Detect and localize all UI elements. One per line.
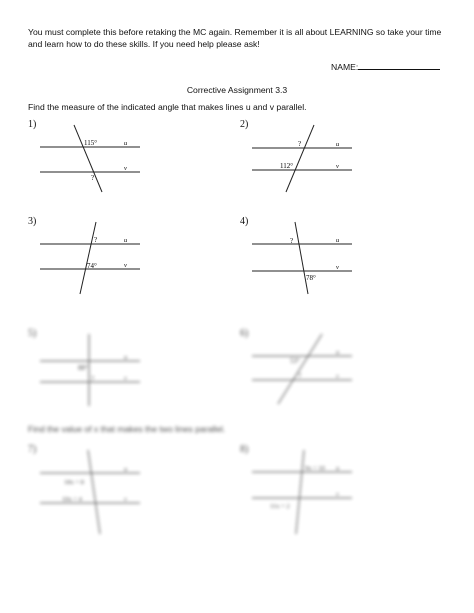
problem-3-bottom-angle: 74° <box>87 262 97 270</box>
problem-6-figure <box>250 330 360 410</box>
problem-1-bottom-angle: ? <box>91 174 95 182</box>
transversal <box>295 222 308 294</box>
problem-8-top-angle: 9x + 10 <box>305 465 325 472</box>
transversal <box>278 334 322 404</box>
problem-3-number: 3) <box>28 216 37 227</box>
label-v: v <box>124 262 127 269</box>
problem-8-bottom-angle: 11x + 2 <box>270 503 290 510</box>
label-u: u <box>124 237 128 244</box>
name-blank-line <box>358 60 440 70</box>
problem-4-bottom-angle: 78° <box>306 274 316 282</box>
problem-1-figure <box>38 120 148 195</box>
transversal <box>286 125 314 192</box>
problem-7-number: 7) <box>28 444 37 455</box>
problem-2-bottom-angle: 112° <box>280 162 294 170</box>
problem-1-number: 1) <box>28 119 37 130</box>
label-u: u <box>124 466 128 473</box>
problem-1-top-angle: 115° <box>84 139 98 147</box>
problem-4-figure <box>250 218 360 298</box>
label-u: u <box>336 141 340 148</box>
problem-5-top-angle: 88° <box>78 364 88 372</box>
instructions-part-2: Find the value of x that makes the two lines parallel. <box>28 424 226 434</box>
problem-5-figure <box>38 330 148 410</box>
name-field <box>331 60 440 72</box>
transversal <box>74 125 102 192</box>
problem-2-top-angle: ? <box>298 140 302 148</box>
label-v: v <box>124 496 127 503</box>
problem-8-number: 8) <box>240 444 249 455</box>
label-v: v <box>336 491 339 498</box>
label-v: v <box>124 165 127 172</box>
problem-7-bottom-angle: 10x + 4 <box>62 496 82 503</box>
instructions: Find the measure of the indicated angle that makes lines u and v parallel. <box>28 102 307 112</box>
label-v: v <box>336 163 339 170</box>
intro-text: You must complete this before retaking the MC again. Remember it is all about LEARNING so take your time and learn how to do these skills. If you need help please ask! <box>28 27 442 49</box>
name-label: NAME: <box>331 62 359 72</box>
label-u: u <box>336 349 340 356</box>
problem-3-top-angle: ? <box>94 236 98 244</box>
transversal <box>296 450 304 534</box>
label-v: v <box>336 373 339 380</box>
problem-7-top-angle: 18x + 8 <box>64 479 84 486</box>
problem-4-top-angle: ? <box>290 237 294 245</box>
problem-8-figure <box>250 446 360 538</box>
problem-2-figure <box>250 120 360 195</box>
problem-7-figure <box>38 446 148 538</box>
problem-6-bottom-angle: ? <box>298 372 302 380</box>
label-v: v <box>124 375 127 382</box>
problem-6-number: 6) <box>240 328 249 339</box>
problem-6-top-angle: 53° <box>290 357 300 365</box>
label-u: u <box>336 465 340 472</box>
transversal <box>88 450 100 534</box>
label-v: v <box>336 264 339 271</box>
problem-5-number: 5) <box>28 328 37 339</box>
problem-4-number: 4) <box>240 216 249 227</box>
label-u: u <box>124 354 128 361</box>
transversal <box>80 222 96 294</box>
problem-5-bottom-angle: ? <box>91 375 95 383</box>
page-title: Corrective Assignment 3.3 <box>186 85 288 95</box>
problem-3-figure <box>38 218 148 298</box>
problem-2-number: 2) <box>240 119 249 130</box>
label-u: u <box>124 140 128 147</box>
label-u: u <box>336 237 340 244</box>
